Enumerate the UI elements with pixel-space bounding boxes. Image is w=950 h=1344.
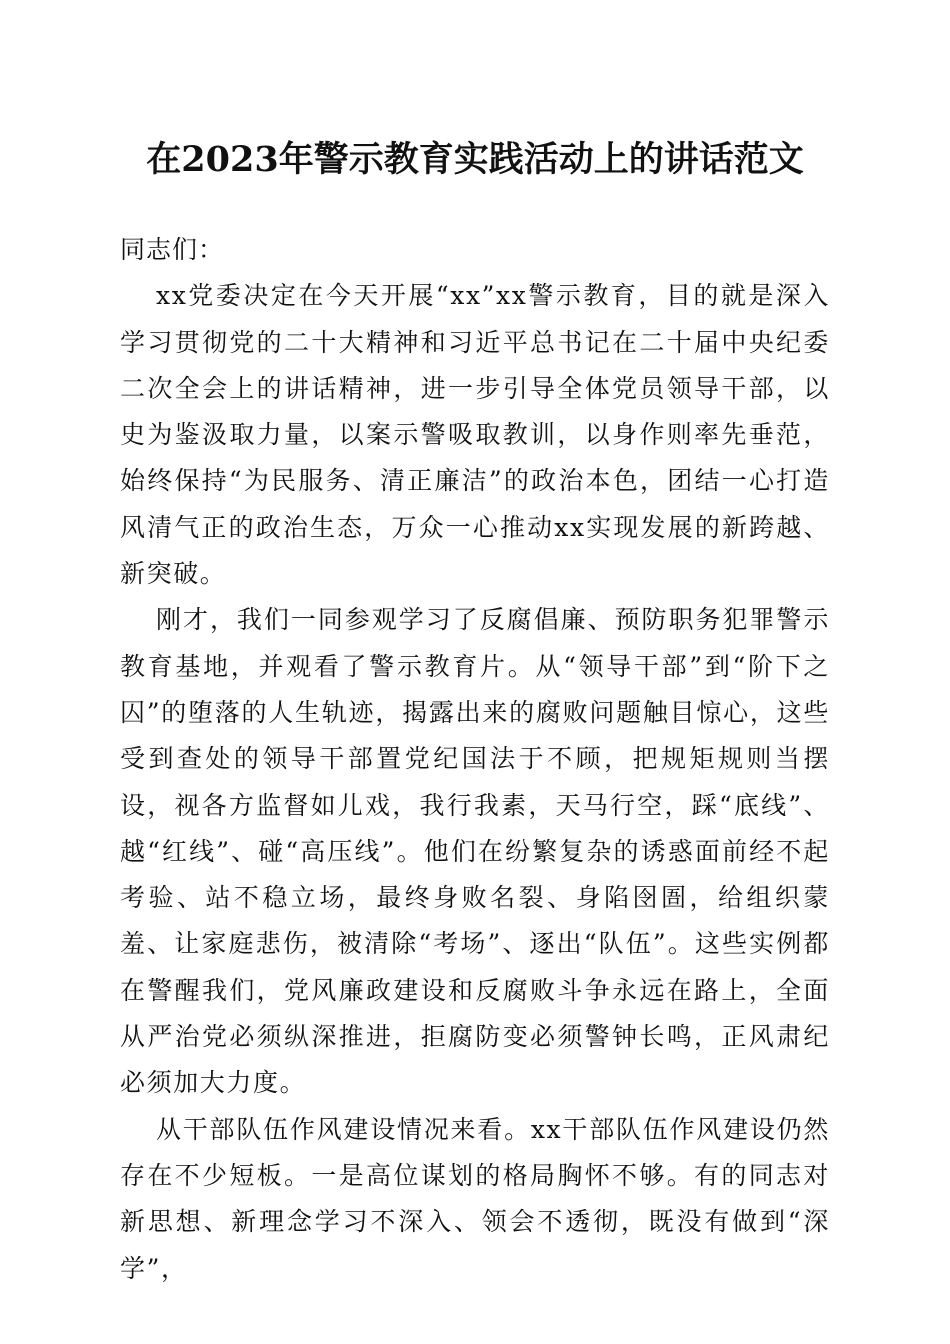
paragraph-1: xx党委决定在今天开展“xx”xx警示教育，目的就是深入学习贯彻党的二十大精神和习近平总书记在二十届中央纪委二次全会上的讲话精神，进一步引导全体党员领导干部，以史为鉴汲取力量，以案示警吸取教训，以身作则率先垂范，始终保持“为民服务、清正廉洁”的政治本色，团结一心打造风清气正的政治生态，万众一心推动xx实现发展的新跨越、新突破。 <box>120 281 830 589</box>
paragraph-3: 从干部队伍作风建设情况来看。xx干部队伍作风建设仍然存在不少短板。一是高位谋划的格局胸怀不够。有的同志对新思想、新理念学习不深入、领会不透彻，既没有做到“深学”， <box>120 1114 830 1283</box>
document-title: 在2023年警示教育实践活动上的讲话范文 <box>146 139 804 180</box>
paragraph-2: 刚才，我们一同参观学习了反腐倡廉、预防职务犯罪警示教育基地，并观看了警示教育片。从“领导干部”到“阶下之囚”的堕落的人生轨迹，揭露出来的腐败问题触目惊心，这些受到查处的领导干部置党纪国法于不顾，把规矩规则当摆设，视各方监督如儿戏，我行我素，天马行空，踩“底线”、越“红线”、碰“高压线”。他们在纷繁复杂的诱惑面前经不起考验、站不稳立场，最终身败名裂、身陷囹圄，给组织蒙羞、让家庭悲伤，被清除“考场”、逐出“队伍”。这些实例都在警醒我们，党风廉政建设和反腐败斗争永远在路上，全面从严治党必须纵深推进，拒腐防变必须警钟长鸣，正风肃纪必须加大力度。 <box>120 605 830 1098</box>
document-body <box>120 227 830 1292</box>
greeting: 同志们： <box>120 235 225 264</box>
